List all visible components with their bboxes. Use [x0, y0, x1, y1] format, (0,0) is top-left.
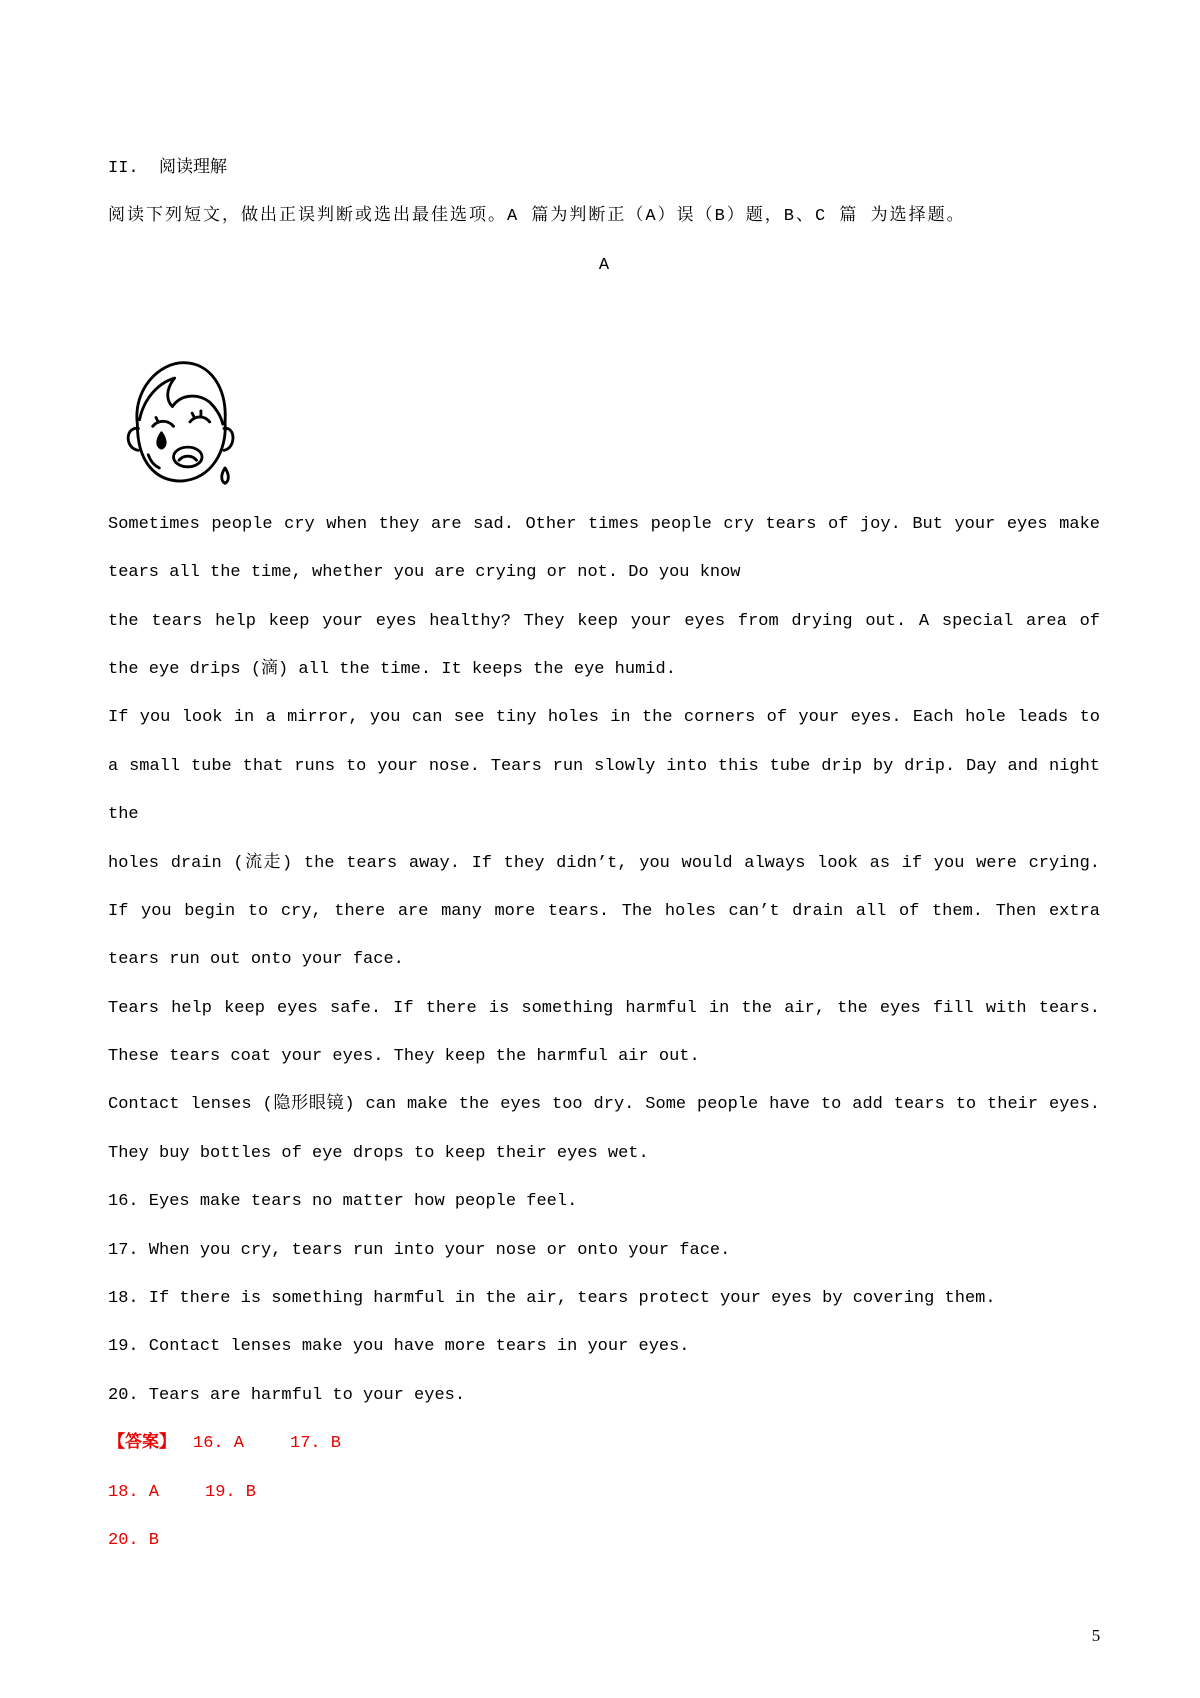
passage-line: If you look in a mirror, you can see tiny holes in the corners of your eyes. Each hole leads to [108, 708, 1100, 728]
passage-line: holes drain (流走) the tears away. If they didn’t, you would always look as if you were crying. [108, 853, 1100, 873]
answer-item: 18. A [108, 1482, 160, 1502]
passage-line: Tears help keep eyes safe. If there is something harmful in the air, the eyes fill with tears. [108, 998, 1100, 1018]
question-20: 20. Tears are harmful to your eyes. [108, 1385, 466, 1405]
question-18: 18. If there is something harmful in the air, tears protect your eyes by covering them. [108, 1289, 996, 1309]
passage-line: a small tube that runs to your nose. Tears run slowly into this tube drip by drip. Day and night [108, 756, 1100, 776]
answer-row [108, 1517, 1100, 1565]
answer-row [108, 1420, 1100, 1468]
passage-line: Contact lenses (隐形眼镜) can make the eyes too dry. Some people have to add tears to their eyes. [108, 1095, 1100, 1115]
answer-item: 16. A [193, 1434, 245, 1454]
section-instructions: 阅读下列短文，做出正误判断或选出最佳选项。A 篇为判断正（A）误（B）题，B、C 篇 为选择题。 [108, 207, 966, 227]
passage-line: the tears help keep your eyes healthy? They keep your eyes from drying out. A special area of [108, 611, 1100, 631]
answer-label: 【答案】 [108, 1434, 176, 1454]
question-19: 19. Contact lenses make you have more tears in your eyes. [108, 1337, 690, 1357]
answer-row [108, 1469, 1100, 1517]
passage-label: A [598, 255, 610, 275]
passage-line: tears all the time, whether you are crying or not. Do you know [108, 563, 741, 583]
question-16: 16. Eyes make tears no matter how people feel. [108, 1192, 578, 1212]
passage-line: tears run out onto your face. [108, 950, 404, 970]
passage-line: the eye drips (滴) all the time. It keeps the eye humid. [108, 659, 676, 679]
passage-line: If you begin to cry, there are many more tears. The holes can’t drain all of them. Then extra [108, 901, 1100, 921]
section-heading: II. 阅读理解 [108, 158, 228, 178]
answer-item: 17. B [290, 1434, 342, 1454]
passage-line: the [108, 805, 139, 825]
passage-line: They buy bottles of eye drops to keep their eyes wet. [108, 1143, 649, 1163]
page-number: 5 [1091, 1626, 1101, 1645]
passage-line: Sometimes people cry when they are sad. Other times people cry tears of joy. But your eyes make [108, 514, 1100, 534]
section-header [108, 145, 1100, 290]
crying-face-icon [122, 356, 236, 490]
answer-item: 19. B [205, 1482, 257, 1502]
question-17: 17. When you cry, tears run into your nose or onto your face. [108, 1240, 731, 1260]
passage-line: These tears coat your eyes. They keep the harmful air out. [108, 1047, 700, 1067]
answer-item: 20. B [108, 1531, 160, 1550]
passage [108, 501, 1100, 1566]
